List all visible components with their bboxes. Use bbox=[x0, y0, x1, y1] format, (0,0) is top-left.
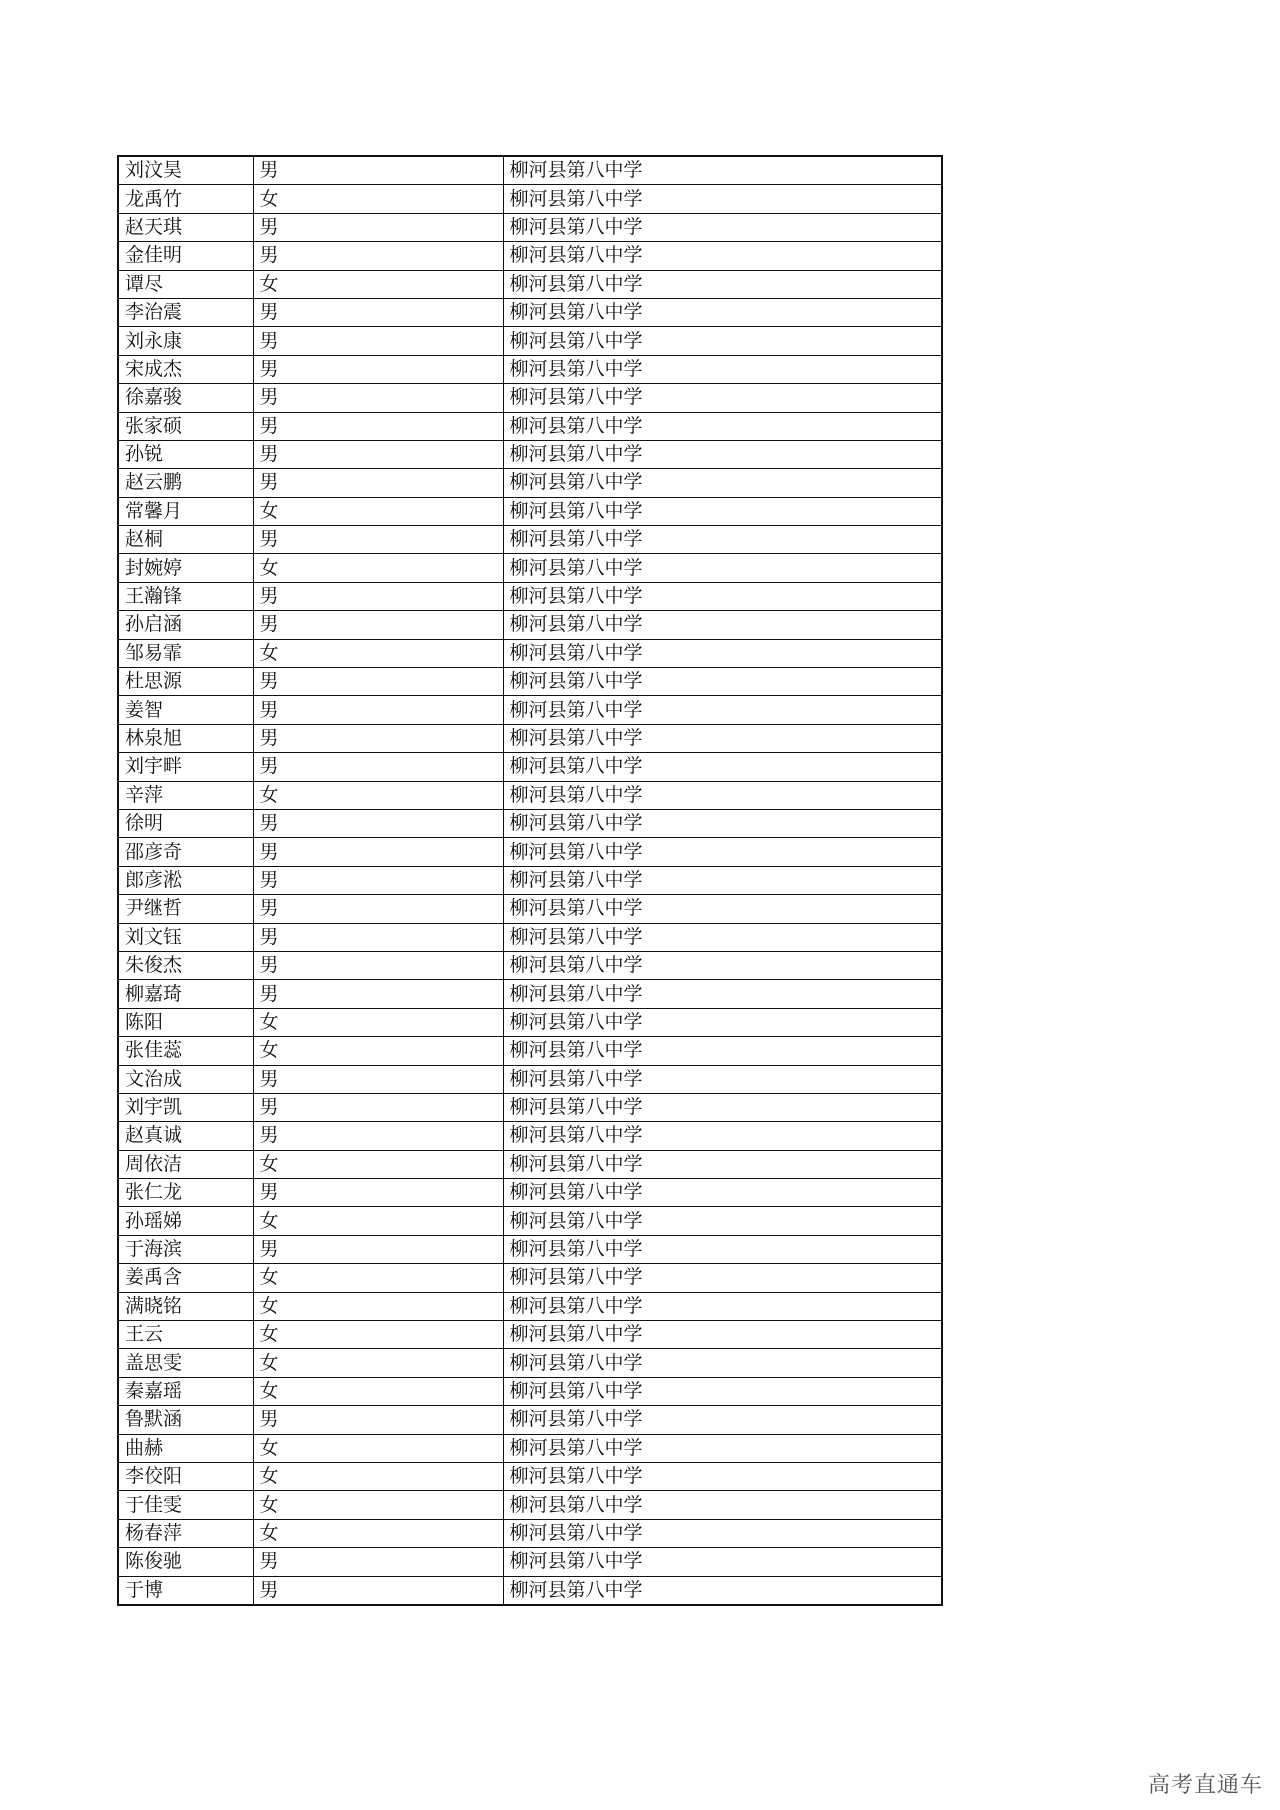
student-name-cell: 王瀚锋 bbox=[118, 582, 253, 610]
gender-cell: 女 bbox=[253, 1349, 503, 1377]
table-row bbox=[118, 242, 942, 270]
table-row bbox=[118, 1292, 942, 1320]
gender-cell: 男 bbox=[253, 1235, 503, 1263]
student-name-cell: 赵真诚 bbox=[118, 1122, 253, 1150]
gender-cell: 女 bbox=[253, 1008, 503, 1036]
gender-cell: 女 bbox=[253, 1434, 503, 1462]
table-row bbox=[118, 554, 942, 582]
table-row bbox=[118, 1576, 942, 1605]
school-cell: 柳河县第八中学 bbox=[503, 1576, 942, 1605]
table-row bbox=[118, 384, 942, 412]
school-cell: 柳河县第八中学 bbox=[503, 1548, 942, 1576]
table-row bbox=[118, 469, 942, 497]
student-name-cell: 满晓铭 bbox=[118, 1292, 253, 1320]
table-row bbox=[118, 895, 942, 923]
table-row bbox=[118, 213, 942, 241]
student-name-cell: 曲赫 bbox=[118, 1434, 253, 1462]
student-name-cell: 李佼阳 bbox=[118, 1462, 253, 1490]
table-row bbox=[118, 1179, 942, 1207]
student-name-cell: 常馨月 bbox=[118, 497, 253, 525]
gender-cell: 女 bbox=[253, 185, 503, 213]
student-name-cell: 赵云鹏 bbox=[118, 469, 253, 497]
table-row bbox=[118, 1434, 942, 1462]
gender-cell: 男 bbox=[253, 611, 503, 639]
school-cell: 柳河县第八中学 bbox=[503, 412, 942, 440]
school-cell: 柳河县第八中学 bbox=[503, 611, 942, 639]
table-row bbox=[118, 185, 942, 213]
table-row bbox=[118, 923, 942, 951]
school-cell: 柳河县第八中学 bbox=[503, 1065, 942, 1093]
school-cell: 柳河县第八中学 bbox=[503, 1264, 942, 1292]
school-cell: 柳河县第八中学 bbox=[503, 753, 942, 781]
table-row bbox=[118, 1406, 942, 1434]
gender-cell: 男 bbox=[253, 866, 503, 894]
student-name-cell: 徐嘉骏 bbox=[118, 384, 253, 412]
gender-cell: 男 bbox=[253, 724, 503, 752]
school-cell: 柳河县第八中学 bbox=[503, 1207, 942, 1235]
student-name-cell: 于博 bbox=[118, 1576, 253, 1605]
table-row bbox=[118, 724, 942, 752]
school-cell: 柳河县第八中学 bbox=[503, 1406, 942, 1434]
gender-cell: 男 bbox=[253, 951, 503, 979]
table-row bbox=[118, 355, 942, 383]
school-cell: 柳河县第八中学 bbox=[503, 1150, 942, 1178]
gender-cell: 男 bbox=[253, 1179, 503, 1207]
table-row bbox=[118, 440, 942, 468]
school-cell: 柳河县第八中学 bbox=[503, 923, 942, 951]
gender-cell: 男 bbox=[253, 838, 503, 866]
student-name-cell: 于海滨 bbox=[118, 1235, 253, 1263]
gender-cell: 男 bbox=[253, 895, 503, 923]
school-cell: 柳河县第八中学 bbox=[503, 440, 942, 468]
gender-cell: 女 bbox=[253, 1491, 503, 1519]
school-cell: 柳河县第八中学 bbox=[503, 355, 942, 383]
student-name-cell: 于佳雯 bbox=[118, 1491, 253, 1519]
table-row bbox=[118, 951, 942, 979]
table-row bbox=[118, 156, 942, 185]
school-cell: 柳河县第八中学 bbox=[503, 497, 942, 525]
gender-cell: 男 bbox=[253, 980, 503, 1008]
school-cell: 柳河县第八中学 bbox=[503, 1122, 942, 1150]
gender-cell: 男 bbox=[253, 923, 503, 951]
school-cell: 柳河县第八中学 bbox=[503, 1519, 942, 1547]
gender-cell: 男 bbox=[253, 440, 503, 468]
student-name-cell: 刘宇畔 bbox=[118, 753, 253, 781]
gender-cell: 女 bbox=[253, 1150, 503, 1178]
table-row bbox=[118, 781, 942, 809]
school-cell: 柳河县第八中学 bbox=[503, 242, 942, 270]
student-roster-table bbox=[117, 155, 943, 1606]
student-name-cell: 孙启涵 bbox=[118, 611, 253, 639]
gender-cell: 女 bbox=[253, 1462, 503, 1490]
table-row bbox=[118, 497, 942, 525]
school-cell: 柳河县第八中学 bbox=[503, 895, 942, 923]
student-name-cell: 郎彦淞 bbox=[118, 866, 253, 894]
school-cell: 柳河县第八中学 bbox=[503, 270, 942, 298]
student-name-cell: 龙禹竹 bbox=[118, 185, 253, 213]
school-cell: 柳河县第八中学 bbox=[503, 838, 942, 866]
school-cell: 柳河县第八中学 bbox=[503, 951, 942, 979]
school-cell: 柳河县第八中学 bbox=[503, 213, 942, 241]
student-name-cell: 宋成杰 bbox=[118, 355, 253, 383]
school-cell: 柳河县第八中学 bbox=[503, 980, 942, 1008]
student-name-cell: 李治震 bbox=[118, 298, 253, 326]
table-row bbox=[118, 412, 942, 440]
table-row bbox=[118, 1264, 942, 1292]
student-name-cell: 徐明 bbox=[118, 809, 253, 837]
school-cell: 柳河县第八中学 bbox=[503, 469, 942, 497]
student-name-cell: 赵天琪 bbox=[118, 213, 253, 241]
student-name-cell: 王云 bbox=[118, 1321, 253, 1349]
student-name-cell: 孙锐 bbox=[118, 440, 253, 468]
student-name-cell: 赵桐 bbox=[118, 526, 253, 554]
gender-cell: 女 bbox=[253, 1377, 503, 1405]
student-name-cell: 谭尽 bbox=[118, 270, 253, 298]
school-cell: 柳河县第八中学 bbox=[503, 1434, 942, 1462]
gender-cell: 女 bbox=[253, 270, 503, 298]
student-name-cell: 张仁龙 bbox=[118, 1179, 253, 1207]
gender-cell: 男 bbox=[253, 469, 503, 497]
gender-cell: 女 bbox=[253, 497, 503, 525]
student-name-cell: 周依洁 bbox=[118, 1150, 253, 1178]
table-row bbox=[118, 270, 942, 298]
school-cell: 柳河县第八中学 bbox=[503, 1235, 942, 1263]
student-name-cell: 姜禹含 bbox=[118, 1264, 253, 1292]
student-name-cell: 辛萍 bbox=[118, 781, 253, 809]
school-cell: 柳河县第八中学 bbox=[503, 582, 942, 610]
table-row bbox=[118, 1491, 942, 1519]
table-row bbox=[118, 838, 942, 866]
gender-cell: 男 bbox=[253, 1406, 503, 1434]
table-row bbox=[118, 1377, 942, 1405]
gender-cell: 男 bbox=[253, 327, 503, 355]
student-name-cell: 尹继哲 bbox=[118, 895, 253, 923]
gender-cell: 女 bbox=[253, 781, 503, 809]
gender-cell: 女 bbox=[253, 1207, 503, 1235]
table-row bbox=[118, 1548, 942, 1576]
gender-cell: 男 bbox=[253, 753, 503, 781]
gender-cell: 男 bbox=[253, 412, 503, 440]
table-row bbox=[118, 809, 942, 837]
student-name-cell: 邵彦奇 bbox=[118, 838, 253, 866]
table-row bbox=[118, 1207, 942, 1235]
school-cell: 柳河县第八中学 bbox=[503, 1093, 942, 1121]
table-row bbox=[118, 866, 942, 894]
student-name-cell: 孙瑶娣 bbox=[118, 1207, 253, 1235]
school-cell: 柳河县第八中学 bbox=[503, 809, 942, 837]
table-row bbox=[118, 1008, 942, 1036]
school-cell: 柳河县第八中学 bbox=[503, 327, 942, 355]
gender-cell: 男 bbox=[253, 242, 503, 270]
school-cell: 柳河县第八中学 bbox=[503, 696, 942, 724]
table-row bbox=[118, 611, 942, 639]
gender-cell: 男 bbox=[253, 582, 503, 610]
student-name-cell: 刘宇凯 bbox=[118, 1093, 253, 1121]
school-cell: 柳河县第八中学 bbox=[503, 384, 942, 412]
table-row bbox=[118, 1122, 942, 1150]
table-row bbox=[118, 696, 942, 724]
student-name-cell: 刘文钰 bbox=[118, 923, 253, 951]
student-name-cell: 姜智 bbox=[118, 696, 253, 724]
student-name-cell: 陈阳 bbox=[118, 1008, 253, 1036]
school-cell: 柳河县第八中学 bbox=[503, 156, 942, 185]
student-name-cell: 柳嘉琦 bbox=[118, 980, 253, 1008]
table-row bbox=[118, 1235, 942, 1263]
table-row bbox=[118, 1349, 942, 1377]
gender-cell: 女 bbox=[253, 1037, 503, 1065]
school-cell: 柳河县第八中学 bbox=[503, 298, 942, 326]
student-name-cell: 林泉旭 bbox=[118, 724, 253, 752]
school-cell: 柳河县第八中学 bbox=[503, 866, 942, 894]
school-cell: 柳河县第八中学 bbox=[503, 1321, 942, 1349]
student-name-cell: 刘永康 bbox=[118, 327, 253, 355]
table-row bbox=[118, 526, 942, 554]
student-name-cell: 金佳明 bbox=[118, 242, 253, 270]
table-row bbox=[118, 1150, 942, 1178]
gender-cell: 男 bbox=[253, 526, 503, 554]
watermark-text: 高考直通车 bbox=[1147, 1773, 1263, 1798]
gender-cell: 女 bbox=[253, 554, 503, 582]
table-row bbox=[118, 668, 942, 696]
school-cell: 柳河县第八中学 bbox=[503, 1349, 942, 1377]
gender-cell: 男 bbox=[253, 668, 503, 696]
student-name-cell: 刘汶昊 bbox=[118, 156, 253, 185]
gender-cell: 男 bbox=[253, 298, 503, 326]
student-name-cell: 邹易霏 bbox=[118, 639, 253, 667]
student-name-cell: 陈俊驰 bbox=[118, 1548, 253, 1576]
student-name-cell: 杜思源 bbox=[118, 668, 253, 696]
student-name-cell: 张佳蕊 bbox=[118, 1037, 253, 1065]
school-cell: 柳河县第八中学 bbox=[503, 668, 942, 696]
table-row bbox=[118, 753, 942, 781]
table-row bbox=[118, 639, 942, 667]
school-cell: 柳河县第八中学 bbox=[503, 1179, 942, 1207]
gender-cell: 女 bbox=[253, 1292, 503, 1320]
gender-cell: 女 bbox=[253, 1519, 503, 1547]
table-row bbox=[118, 298, 942, 326]
roster-table-body bbox=[118, 156, 942, 1605]
gender-cell: 女 bbox=[253, 639, 503, 667]
school-cell: 柳河县第八中学 bbox=[503, 1037, 942, 1065]
student-name-cell: 张家硕 bbox=[118, 412, 253, 440]
gender-cell: 男 bbox=[253, 355, 503, 383]
school-cell: 柳河县第八中学 bbox=[503, 1491, 942, 1519]
student-name-cell: 盖思雯 bbox=[118, 1349, 253, 1377]
table-row bbox=[118, 1519, 942, 1547]
table-row bbox=[118, 1093, 942, 1121]
gender-cell: 男 bbox=[253, 1065, 503, 1093]
gender-cell: 男 bbox=[253, 809, 503, 837]
table-row bbox=[118, 1462, 942, 1490]
table-row bbox=[118, 1321, 942, 1349]
gender-cell: 男 bbox=[253, 1093, 503, 1121]
student-name-cell: 鲁默涵 bbox=[118, 1406, 253, 1434]
school-cell: 柳河县第八中学 bbox=[503, 639, 942, 667]
table-row bbox=[118, 980, 942, 1008]
school-cell: 柳河县第八中学 bbox=[503, 185, 942, 213]
school-cell: 柳河县第八中学 bbox=[503, 1008, 942, 1036]
roster-table-container bbox=[117, 155, 943, 1606]
student-name-cell: 文治成 bbox=[118, 1065, 253, 1093]
student-name-cell: 朱俊杰 bbox=[118, 951, 253, 979]
table-row bbox=[118, 1037, 942, 1065]
gender-cell: 男 bbox=[253, 1576, 503, 1605]
table-row bbox=[118, 327, 942, 355]
gender-cell: 男 bbox=[253, 1122, 503, 1150]
school-cell: 柳河县第八中学 bbox=[503, 554, 942, 582]
gender-cell: 男 bbox=[253, 156, 503, 185]
gender-cell: 女 bbox=[253, 1321, 503, 1349]
student-name-cell: 秦嘉瑶 bbox=[118, 1377, 253, 1405]
table-row bbox=[118, 582, 942, 610]
school-cell: 柳河县第八中学 bbox=[503, 1462, 942, 1490]
gender-cell: 男 bbox=[253, 1548, 503, 1576]
gender-cell: 男 bbox=[253, 384, 503, 412]
school-cell: 柳河县第八中学 bbox=[503, 1292, 942, 1320]
school-cell: 柳河县第八中学 bbox=[503, 781, 942, 809]
gender-cell: 男 bbox=[253, 213, 503, 241]
gender-cell: 女 bbox=[253, 1264, 503, 1292]
gender-cell: 男 bbox=[253, 696, 503, 724]
school-cell: 柳河县第八中学 bbox=[503, 724, 942, 752]
school-cell: 柳河县第八中学 bbox=[503, 526, 942, 554]
school-cell: 柳河县第八中学 bbox=[503, 1377, 942, 1405]
student-name-cell: 杨春萍 bbox=[118, 1519, 253, 1547]
student-name-cell: 封婉婷 bbox=[118, 554, 253, 582]
table-row bbox=[118, 1065, 942, 1093]
